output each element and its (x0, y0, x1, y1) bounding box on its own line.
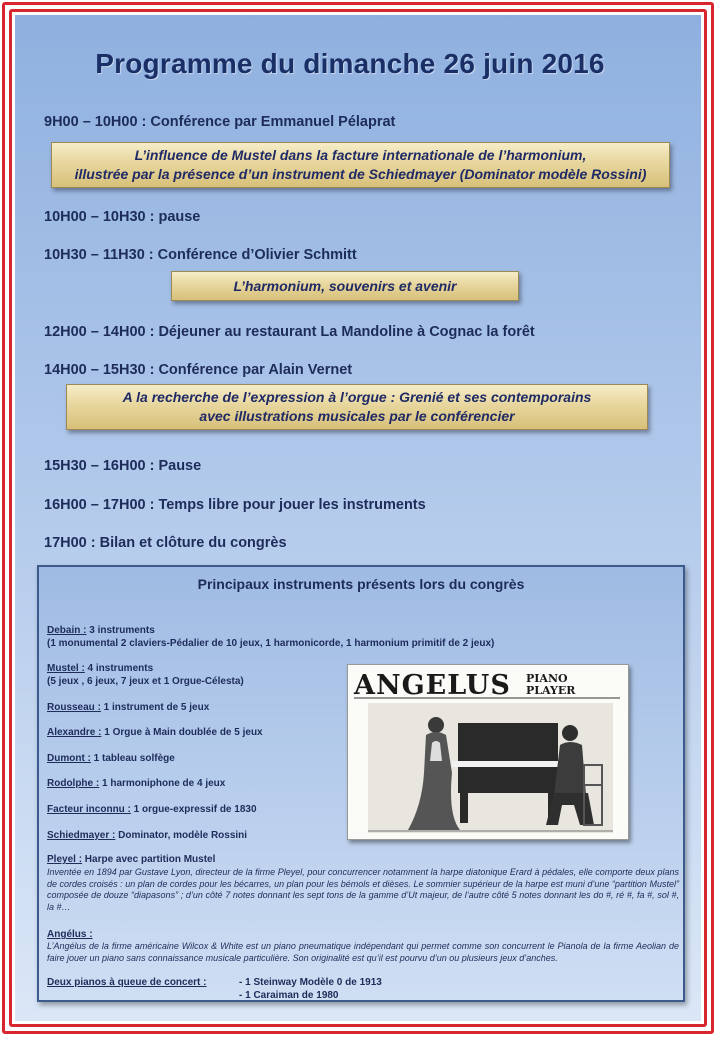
talk-title-box-1 (51, 142, 670, 188)
debain-count: 3 instruments (86, 625, 155, 636)
page-title: Programme du dimanche 26 juin 2016 (95, 48, 605, 79)
rodolphe-text: 1 harmoniphone de 4 jeux (99, 778, 226, 789)
schedule-item-8: 17H00 : Bilan et clôture du congrès (44, 535, 287, 551)
pianos-name: Deux pianos à queue de concert : (47, 977, 207, 988)
rodolphe-name: Rodolphe : (47, 778, 100, 789)
talk-title-1-line-1: L’influence de Mustel dans la facture internationale de l’harmonium, (134, 147, 587, 163)
talk-title-2: L’harmonium, souvenirs et avenir (233, 277, 457, 294)
instrument-rodolphe (47, 778, 225, 790)
mustel-name: Mustel : (47, 663, 85, 674)
instrument-angelus (47, 929, 93, 941)
instrument-alexandre (47, 727, 263, 739)
schedule-item-7: 16H00 – 17H00 : Temps libre pour jouer les instruments (44, 497, 426, 513)
talk-title-3-line-2: avec illustrations musicales par le conférencier (199, 408, 515, 424)
rousseau-name: Rousseau : (47, 702, 101, 713)
pleyel-text: Harpe avec partition Mustel (82, 854, 216, 865)
angelus-word-player: PLAYER (526, 684, 576, 697)
schiedmayer-text: Dominator, modèle Rossini (115, 830, 248, 841)
schedule-item-3: 10H30 – 11H30 : Conférence d’Olivier Schmitt (44, 247, 357, 263)
schedule-item-2: 10H00 – 10H30 : pause (44, 209, 201, 225)
alexandre-text: 1 Orgue à Main doublée de 5 jeux (101, 727, 263, 738)
facteur-text: 1 orgue-expressif de 1830 (130, 804, 257, 815)
instrument-schiedmayer (47, 830, 247, 842)
debain-name: Debain : (47, 625, 87, 636)
dumont-text: 1 tableau solfège (90, 753, 175, 764)
alexandre-name: Alexandre : (47, 727, 102, 738)
piano-shape (458, 723, 558, 793)
pleyel-name: Pleyel : (47, 854, 83, 865)
angelus-description: L’Angélus de la firme américaine Wilcox & White est un piano pneumatique indépendant qui permet comme son concurrent le Pianola de la firme Aeolian de faire jouer un piano sans connaissance musicale particulière. Son originalité est qu’il est pourvu d’un ou plusieurs jeux d’anches. (47, 941, 679, 963)
schedule-item-5: 14H00 – 15H30 : Conférence par Alain Vernet (44, 362, 353, 378)
talk-title-box-2 (171, 271, 519, 301)
mustel-count: 4 instruments (84, 663, 154, 674)
angelus-brand: ANGELUS (354, 670, 511, 701)
talk-title-box-3 (66, 384, 648, 430)
mustel-detail: (5 jeux , 6 jeux, 7 jeux et 1 Orgue-Célesta) (47, 676, 244, 687)
angelus-illustration (348, 665, 628, 839)
instrument-debain (47, 625, 155, 637)
angelus-advertisement (347, 664, 629, 840)
rousseau-text: 1 instrument de 5 jeux (100, 702, 210, 713)
schedule-item-6: 15H30 – 16H00 : Pause (44, 458, 202, 474)
facteur-name: Facteur inconnu : (47, 804, 131, 815)
schedule-item-1: 9H00 – 10H00 : Conférence par Emmanuel Pélaprat (44, 114, 396, 130)
programme-page (15, 15, 701, 1021)
talk-title-3-line-1: A la recherche de l’expression à l’orgue : Grenié et ses contemporains (122, 389, 592, 405)
pleyel-description: Inventée en 1894 par Gustave Lyon, directeur de la firme Pleyel, pour concurrencer notamment la harpe diatonique Erard à pédales, elle comporte deux plans de cordes croisés : un plan de cordes pour les bécarres, un plan pour les bémols et dièses. Le sommier supérieur de la harpe est muni d’une “partition Mustel” composée de douze “diapasons” ; d’un côté 7 notes donnant les sept tons de la gamme d’Ut majeur, de l’autre côté 5 notes donnant les do #, ré #, fa #, sol #, la #… (47, 867, 679, 912)
debain-detail: (1 monumental 2 claviers-Pédalier de 10 jeux, 1 harmonicorde, 1 harmonium primitif de 2 jeux) (47, 638, 495, 649)
instrument-rousseau (47, 702, 209, 714)
piano-caraiman: - 1 Caraiman de 1980 (239, 990, 339, 1001)
instrument-dumont (47, 753, 175, 765)
dumont-name: Dumont : (47, 753, 91, 764)
instruments-panel (37, 565, 685, 1002)
instrument-mustel (47, 663, 153, 675)
instrument-pianos (47, 977, 206, 989)
schiedmayer-name: Schiedmayer : (47, 830, 116, 841)
instruments-title: Principaux instruments présents lors du congrès (197, 576, 525, 592)
instrument-pleyel (47, 854, 215, 866)
angelus-name: Angélus : (47, 929, 93, 940)
talk-title-1-line-2: illustrée par la présence d’un instrument de Schiedmayer (Dominator modèle Rossini) (74, 166, 647, 182)
schedule-item-4: 12H00 – 14H00 : Déjeuner au restaurant La Mandoline à Cognac la forêt (44, 324, 535, 340)
instrument-facteur-inconnu (47, 804, 257, 816)
angelus-word-piano: PIANO (526, 672, 568, 685)
piano-steinway: - 1 Steinway Modèle 0 de 1913 (239, 977, 382, 988)
